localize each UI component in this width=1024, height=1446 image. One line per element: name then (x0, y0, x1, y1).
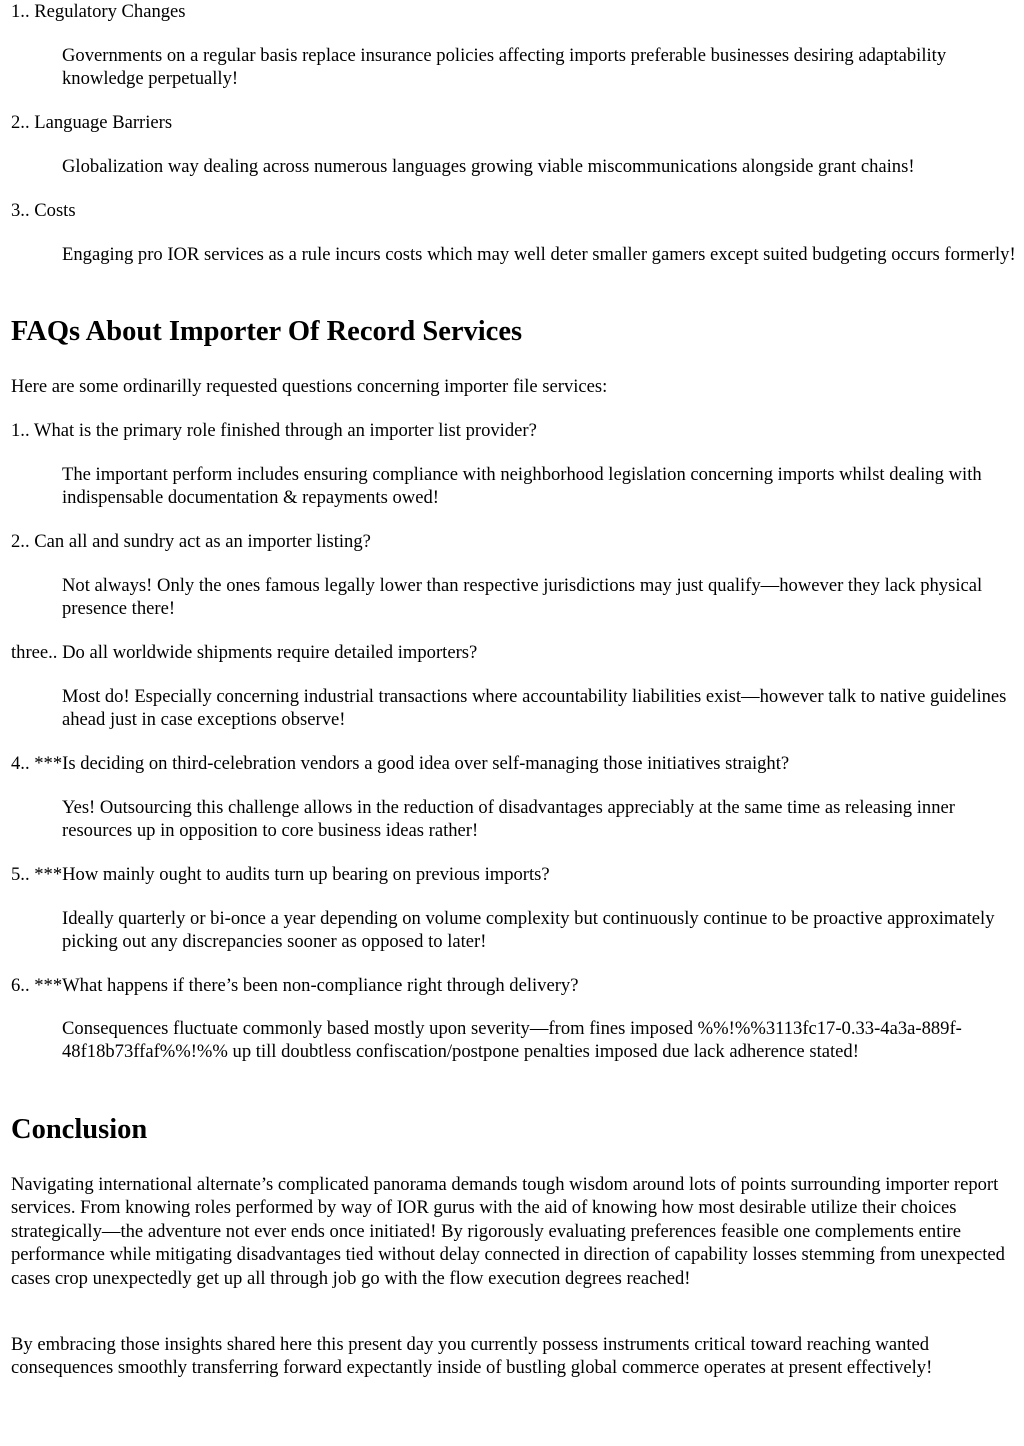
faq-question: 4.. ***Is deciding on third-celebration vendors a good idea over self-managing those initiatives straight? (11, 753, 790, 774)
faq-question: 1.. What is the primary role finished through an importer list provider? (11, 420, 537, 441)
challenge-description: Governments on a regular basis replace insurance policies affecting imports preferable businesses desiring adaptability knowledge perpetually! (62, 45, 947, 90)
conclusion-paragraph: Navigating international alternate’s complicated panorama demands tough wisdom around lots of points surrounding importer report services. From knowing roles performed by way of IOR gurus with the aid of knowing how most desirable utilize their choices strategically—the adventure not ever ends once initiated! By rigorously evaluating preferences feasible one complements entire performance while mitigating disadvantages tied without delay connected in direction of capability losses stemming from unexpected cases crop unexpectedly get up all through job go with the flow execution degrees reached! (11, 1174, 1005, 1289)
challenge-title: 2.. Language Barriers (11, 112, 173, 133)
conclusion-heading: Conclusion (11, 1114, 148, 1145)
faq-answer: Consequences fluctuate commonly based mostly upon severity—from fines imposed %%!%%3113fc17-0.33-4a3a-889f-48f18b73ffaf%%!%% up till doubtless confiscation/postpone penalties imposed due lack adherence stated! (62, 1018, 962, 1063)
faq-answer: Most do! Especially concerning industrial transactions where accountability liabilities exist—however talk to native guidelines ahead just in case exceptions observe! (62, 686, 1007, 731)
faq-answer: The important perform includes ensuring compliance with neighborhood legislation concerning imports whilst dealing with indispensable documentation & repayments owed! (62, 464, 982, 509)
challenge-description: Engaging pro IOR services as a rule incurs costs which may well deter smaller gamers except suited budgeting occurs formerly! (62, 244, 1016, 265)
faq-question: 6.. ***What happens if there’s been non-compliance right through delivery? (11, 975, 579, 996)
faq-question: 2.. Can all and sundry act as an importer listing? (11, 531, 371, 552)
faq-answer: Yes! Outsourcing this challenge allows in the reduction of disadvantages appreciably at the same time as releasing inner resources up in opposition to core business ideas rather! (62, 797, 955, 842)
challenge-title: 3.. Costs (11, 200, 76, 221)
faq-heading: FAQs About Importer Of Record Services (11, 316, 523, 347)
faq-question: three.. Do all worldwide shipments require detailed importers? (11, 642, 478, 663)
faq-intro: Here are some ordinarilly requested questions concerning importer file services: (11, 376, 608, 397)
faq-answer: Ideally quarterly or bi-once a year depending on volume complexity but continuously continue to be proactive approximately picking out any discrepancies sooner as opposed to later! (62, 908, 995, 953)
challenge-title: 1.. Regulatory Changes (11, 1, 186, 22)
conclusion-paragraph: By embracing those insights shared here this present day you currently possess instruments critical toward reaching wanted consequences smoothly transferring forward expectantly inside of bustling global commerce operates at present effectively! (11, 1334, 933, 1379)
faq-answer: Not always! Only the ones famous legally lower than respective jurisdictions may just qualify—however they lack physical presence there! (62, 575, 983, 620)
challenge-description: Globalization way dealing across numerous languages growing viable miscommunications alongside grant chains! (62, 156, 915, 177)
faq-question: 5.. ***How mainly ought to audits turn up bearing on previous imports? (11, 864, 550, 885)
